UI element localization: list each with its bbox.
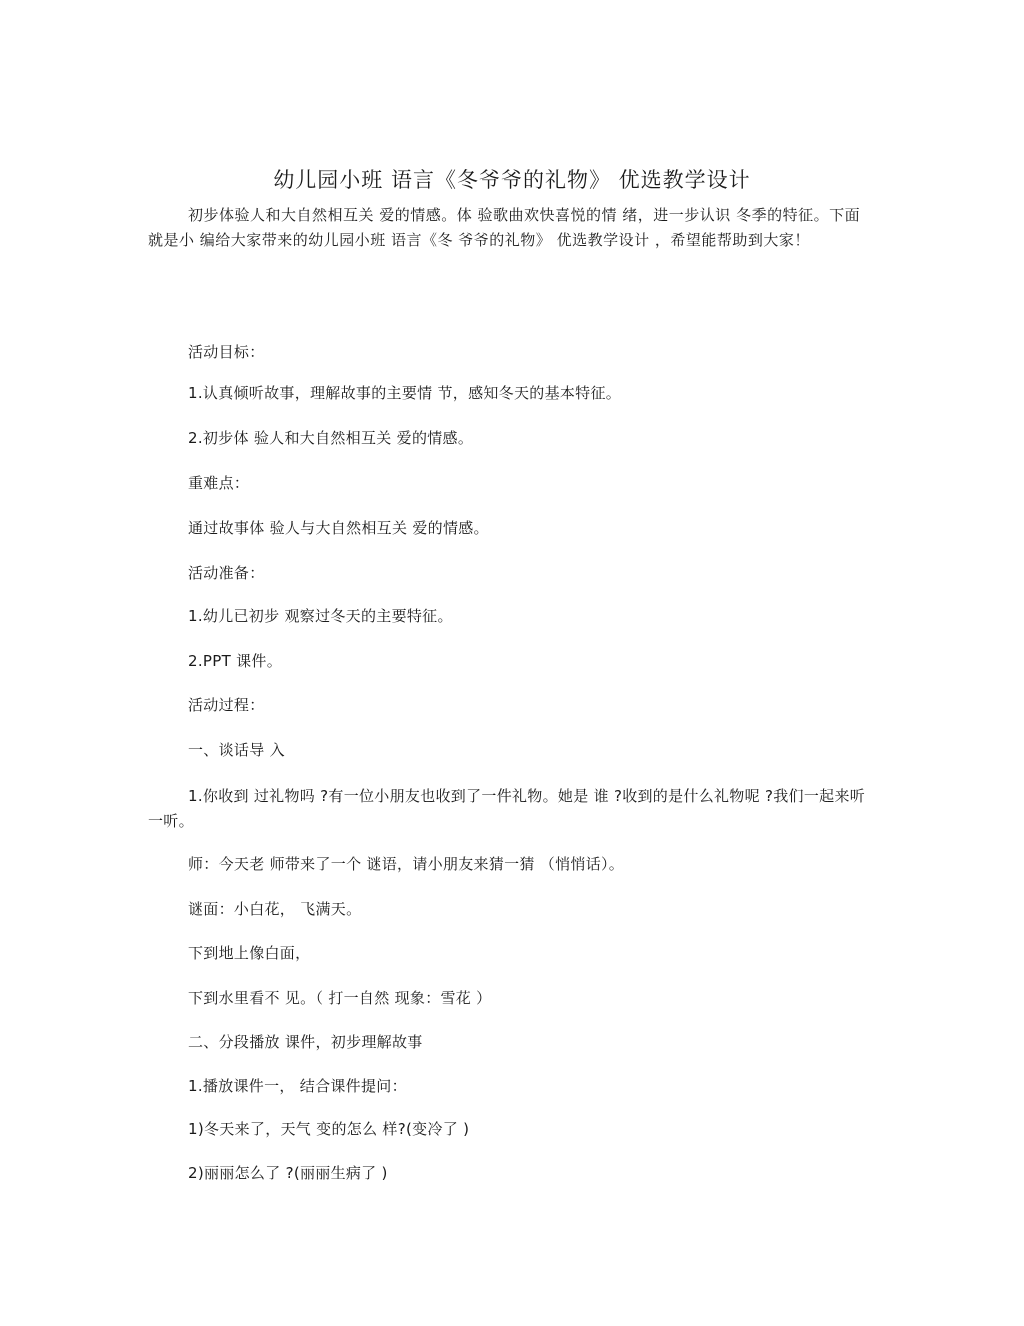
paragraph-goal-1: 1.认真倾听故事，理解故事的主要情 节，感知冬天的基本特征。 [188, 384, 622, 402]
paragraph-q1: 1)冬天来了，天气 变的怎么 样?(变冷了 ) [188, 1120, 470, 1138]
paragraph-question-1: 1.你收到 过礼物吗 ?有一位小朋友也收到了一件礼物。她是 谁 ?收到的是什么礼物呢 ?我们一起来听一听。 [148, 787, 866, 830]
paragraph-riddle: 谜面：小白花， 飞满天。 [188, 900, 362, 918]
intro-paragraph: 初步体验人和大自然相互关 爱的情感。体 验歌曲欢快喜悦的情 绪，进一步认识 冬季的特征。下面就是小 编给大家带来的幼儿园小班 语言《冬 爷爷的礼物》 优选教学设计 ，希望能帮助到大家！ [148, 206, 861, 249]
document-title: 幼儿园小班 语言《冬爷爷的礼物》 优选教学设计 [273, 168, 751, 192]
paragraph-play-1: 1.播放课件一， 结合课件提问： [188, 1077, 407, 1095]
paragraph-activity-goals: 活动目标： [188, 343, 265, 361]
paragraph-key-point-text: 通过故事体 验人与大自然相互关 爱的情感。 [188, 519, 489, 537]
paragraph-section-2: 二、分段播放 课件，初步理解故事 [188, 1033, 423, 1051]
paragraph-goal-2: 2.初步体 验人和大自然相互关 爱的情感。 [188, 429, 474, 447]
paragraph-preparation: 活动准备： [188, 564, 265, 582]
paragraph-teacher: 师：今天老 师带来了一个 谜语，请小朋友来猜一猜 （悄悄话）。 [188, 855, 625, 873]
paragraph-riddle-line-3: 下到水里看不 见。（ 打一自然 现象：雪花 ） [188, 989, 492, 1007]
paragraph-key-points: 重难点： [188, 474, 250, 492]
paragraph-prep-1: 1.幼儿已初步 观察过冬天的主要特征。 [188, 607, 453, 625]
paragraph-q2: 2)丽丽怎么了 ?(丽丽生病了 ) [188, 1164, 388, 1182]
paragraph-riddle-line-2: 下到地上像白面， [188, 944, 311, 962]
paragraph-section-1: 一、谈话导 入 [188, 741, 285, 759]
paragraph-process: 活动过程： [188, 696, 265, 714]
paragraph-prep-2: 2.PPT 课件。 [188, 652, 283, 670]
